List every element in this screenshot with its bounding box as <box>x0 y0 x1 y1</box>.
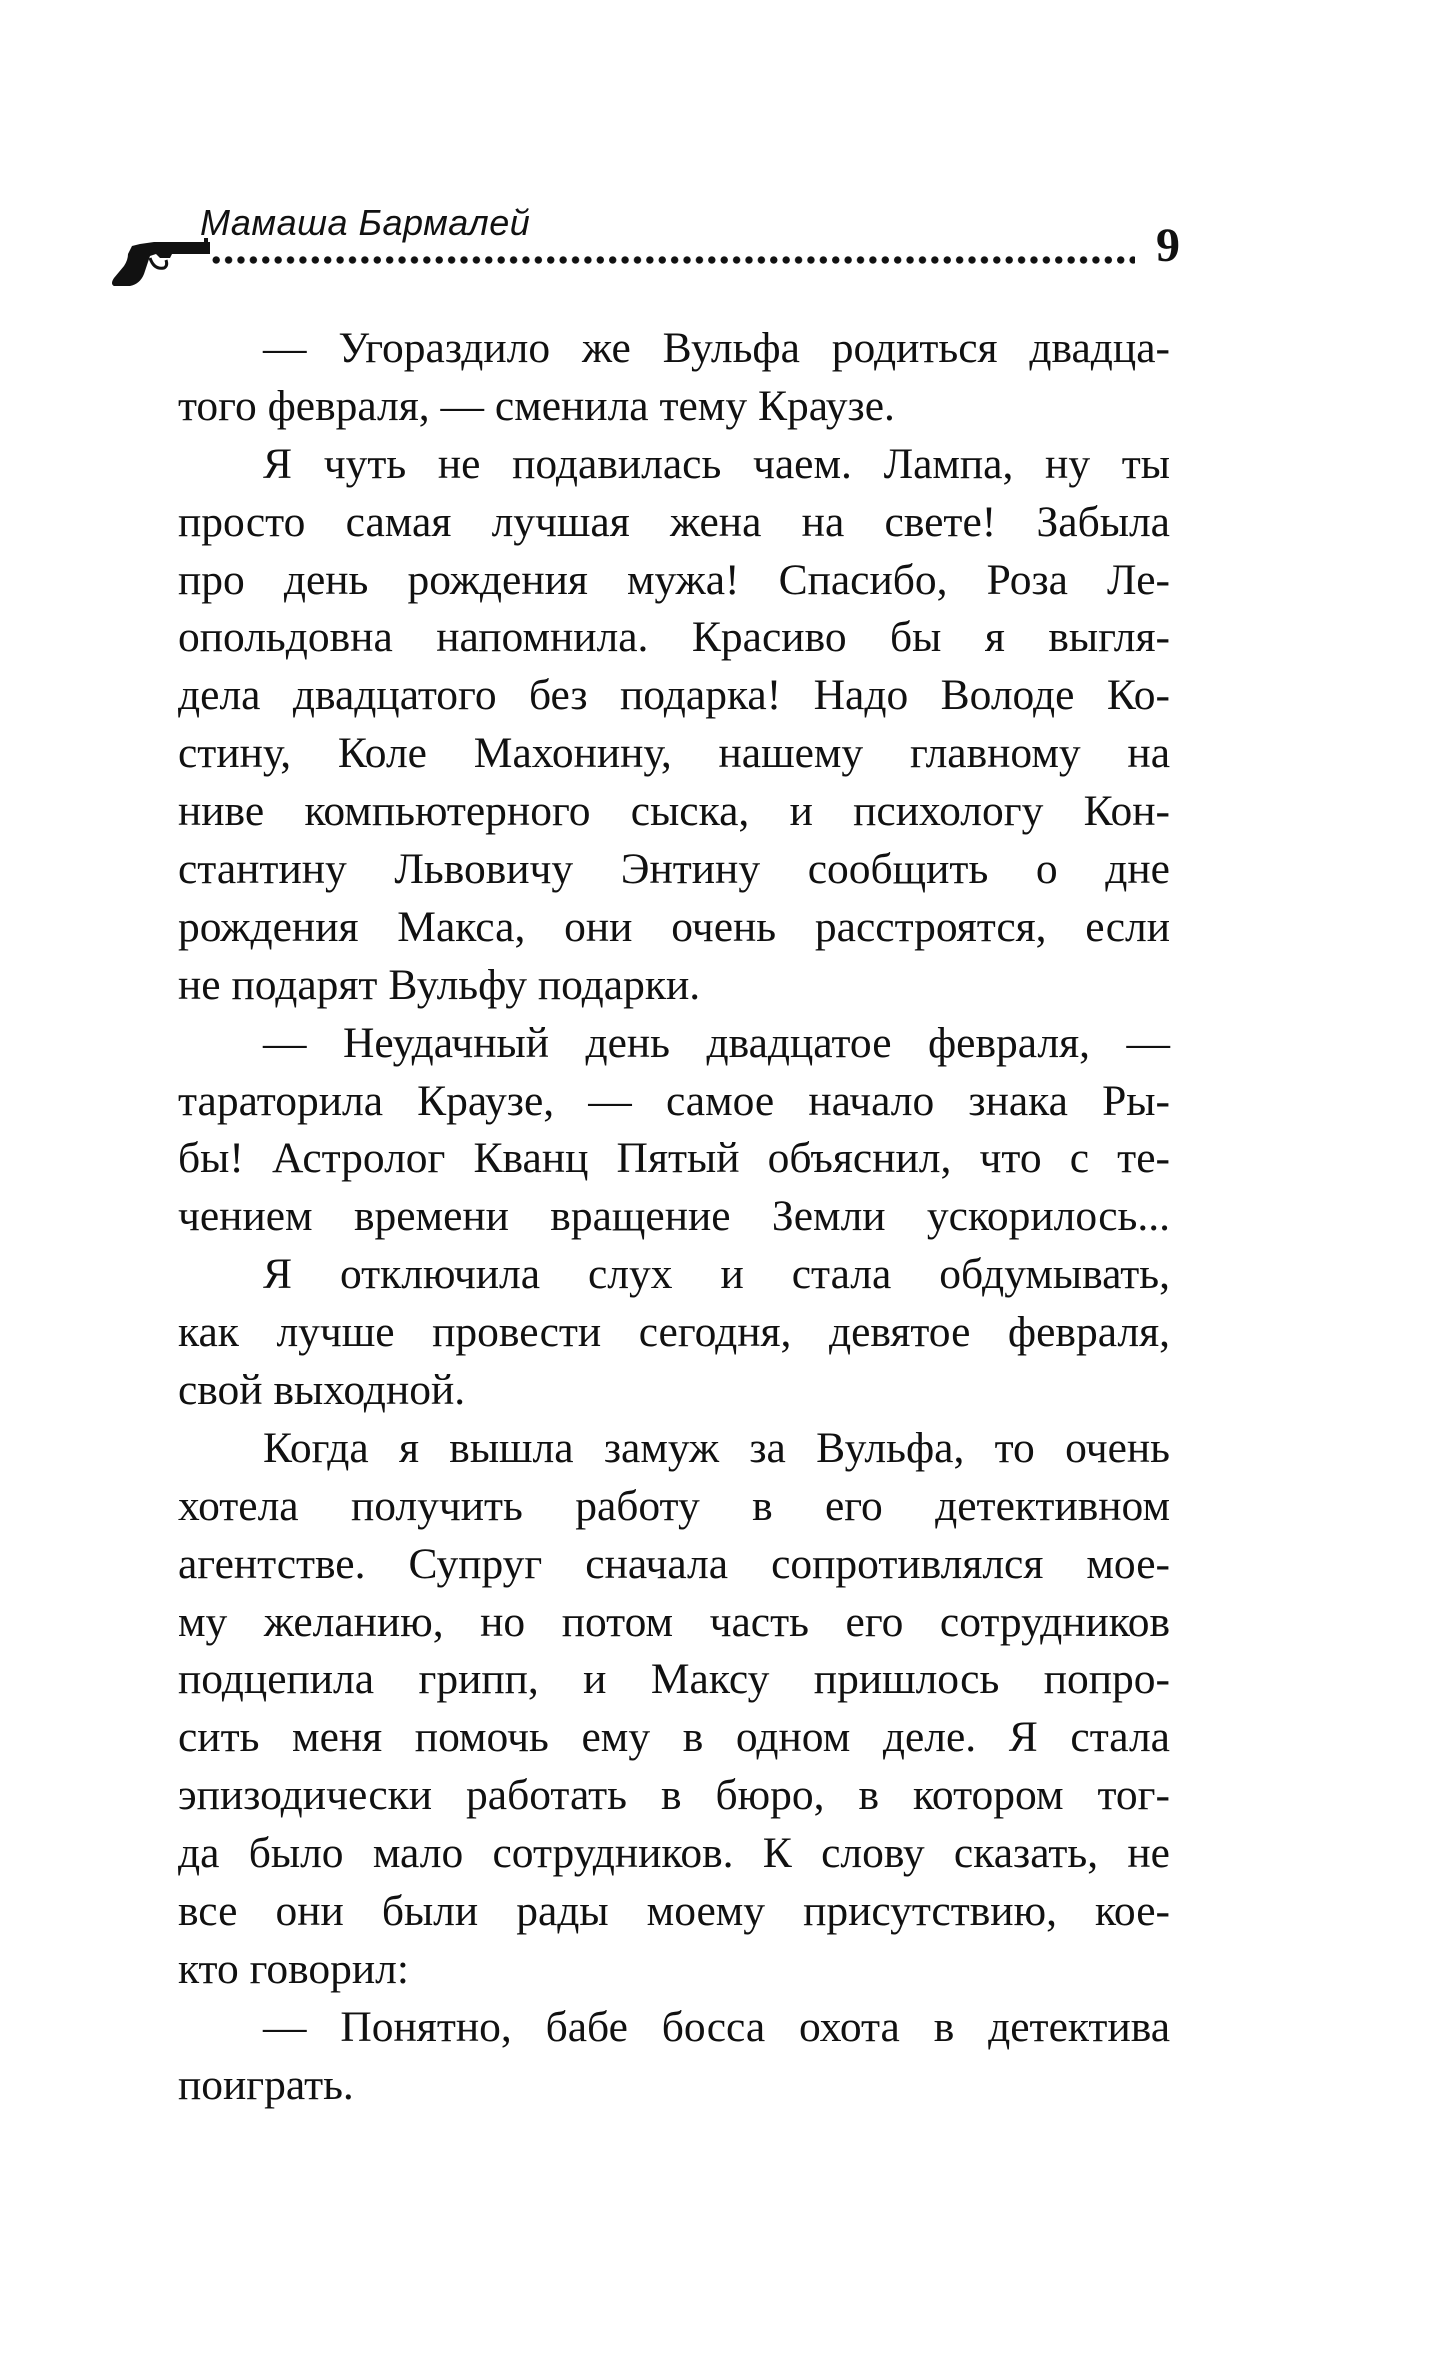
text-line: — Угораздило же Вульфа родиться двадца- <box>263 324 1170 372</box>
running-header <box>110 190 1180 300</box>
text-line: дела двадцатого без подарка! Надо Володе Ко- <box>178 671 1170 720</box>
text-line: про день рождения мужа! Спасибо, Роза Ле- <box>178 555 1170 604</box>
text-line: все они были рады моему присутствию, кое- <box>178 1887 1170 1936</box>
text-line: бы! Астролог Кванц Пятый объяснил, что с те- <box>178 1134 1170 1183</box>
text-line: Я отключила слух и стала обдумывать, <box>263 1250 1170 1299</box>
text-line: эпизодически работать в бюро, в котором тог- <box>178 1771 1170 1820</box>
text-line: ниве компьютерного сыска, и психологу Кон- <box>178 787 1170 836</box>
text-line: не подарят Вульфу подарки. <box>178 960 701 1009</box>
text-line: — Неудачный день двадцатое февраля, — <box>263 1018 1170 1067</box>
text-line: стину, Коле Махонину, нашему главному на <box>178 729 1170 778</box>
text-line: как лучше провести сегодня, девятое февраля, <box>178 1308 1170 1357</box>
body-text <box>178 320 1170 2115</box>
text-line: тараторила Краузе, — самое начало знака Ры- <box>178 1076 1170 1125</box>
text-line: да было мало сотрудников. К слову сказать, не <box>178 1829 1170 1878</box>
text-line: того февраля, — сменила тему Краузе. <box>178 381 895 430</box>
text-line: просто самая лучшая жена на свете! Забыла <box>178 497 1170 546</box>
text-line: опольдовна напомнила. Красиво бы я выгля- <box>178 613 1170 662</box>
page-number: 9 <box>1156 219 1180 272</box>
text-line: кто говорил: <box>178 1944 409 1993</box>
text-line: сить меня помочь ему в одном деле. Я стала <box>178 1713 1170 1762</box>
running-title: Мамаша Бармалей <box>200 202 531 243</box>
text-line: подцепила грипп, и Максу пришлось попро- <box>178 1655 1170 1704</box>
text-line: хотела получить работу в его детективном <box>178 1481 1170 1530</box>
text-line: Я чуть не подавилась чаем. Лампа, ну ты <box>263 439 1170 488</box>
text-line: стантину Львовичу Энтину сообщить о дне <box>178 845 1170 894</box>
text-line: — Понятно, бабе босса охота в детектива <box>263 2002 1170 2051</box>
text-line: чением времени вращение Земли ускорилось... <box>178 1192 1170 1241</box>
text-line: агентстве. Супруг сначала сопротивлялся мое- <box>178 1539 1170 1588</box>
text-line: Когда я вышла замуж за Вульфа, то очень <box>263 1423 1170 1472</box>
revolver-icon <box>110 238 215 288</box>
dotted-rule <box>210 254 1135 266</box>
text-line: поиграть. <box>178 2060 354 2109</box>
text-line: свой выходной. <box>178 1366 466 1415</box>
text-line: му желанию, но потом часть его сотрудников <box>178 1597 1170 1646</box>
text-line: рождения Макса, они очень расстроятся, если <box>178 902 1170 951</box>
